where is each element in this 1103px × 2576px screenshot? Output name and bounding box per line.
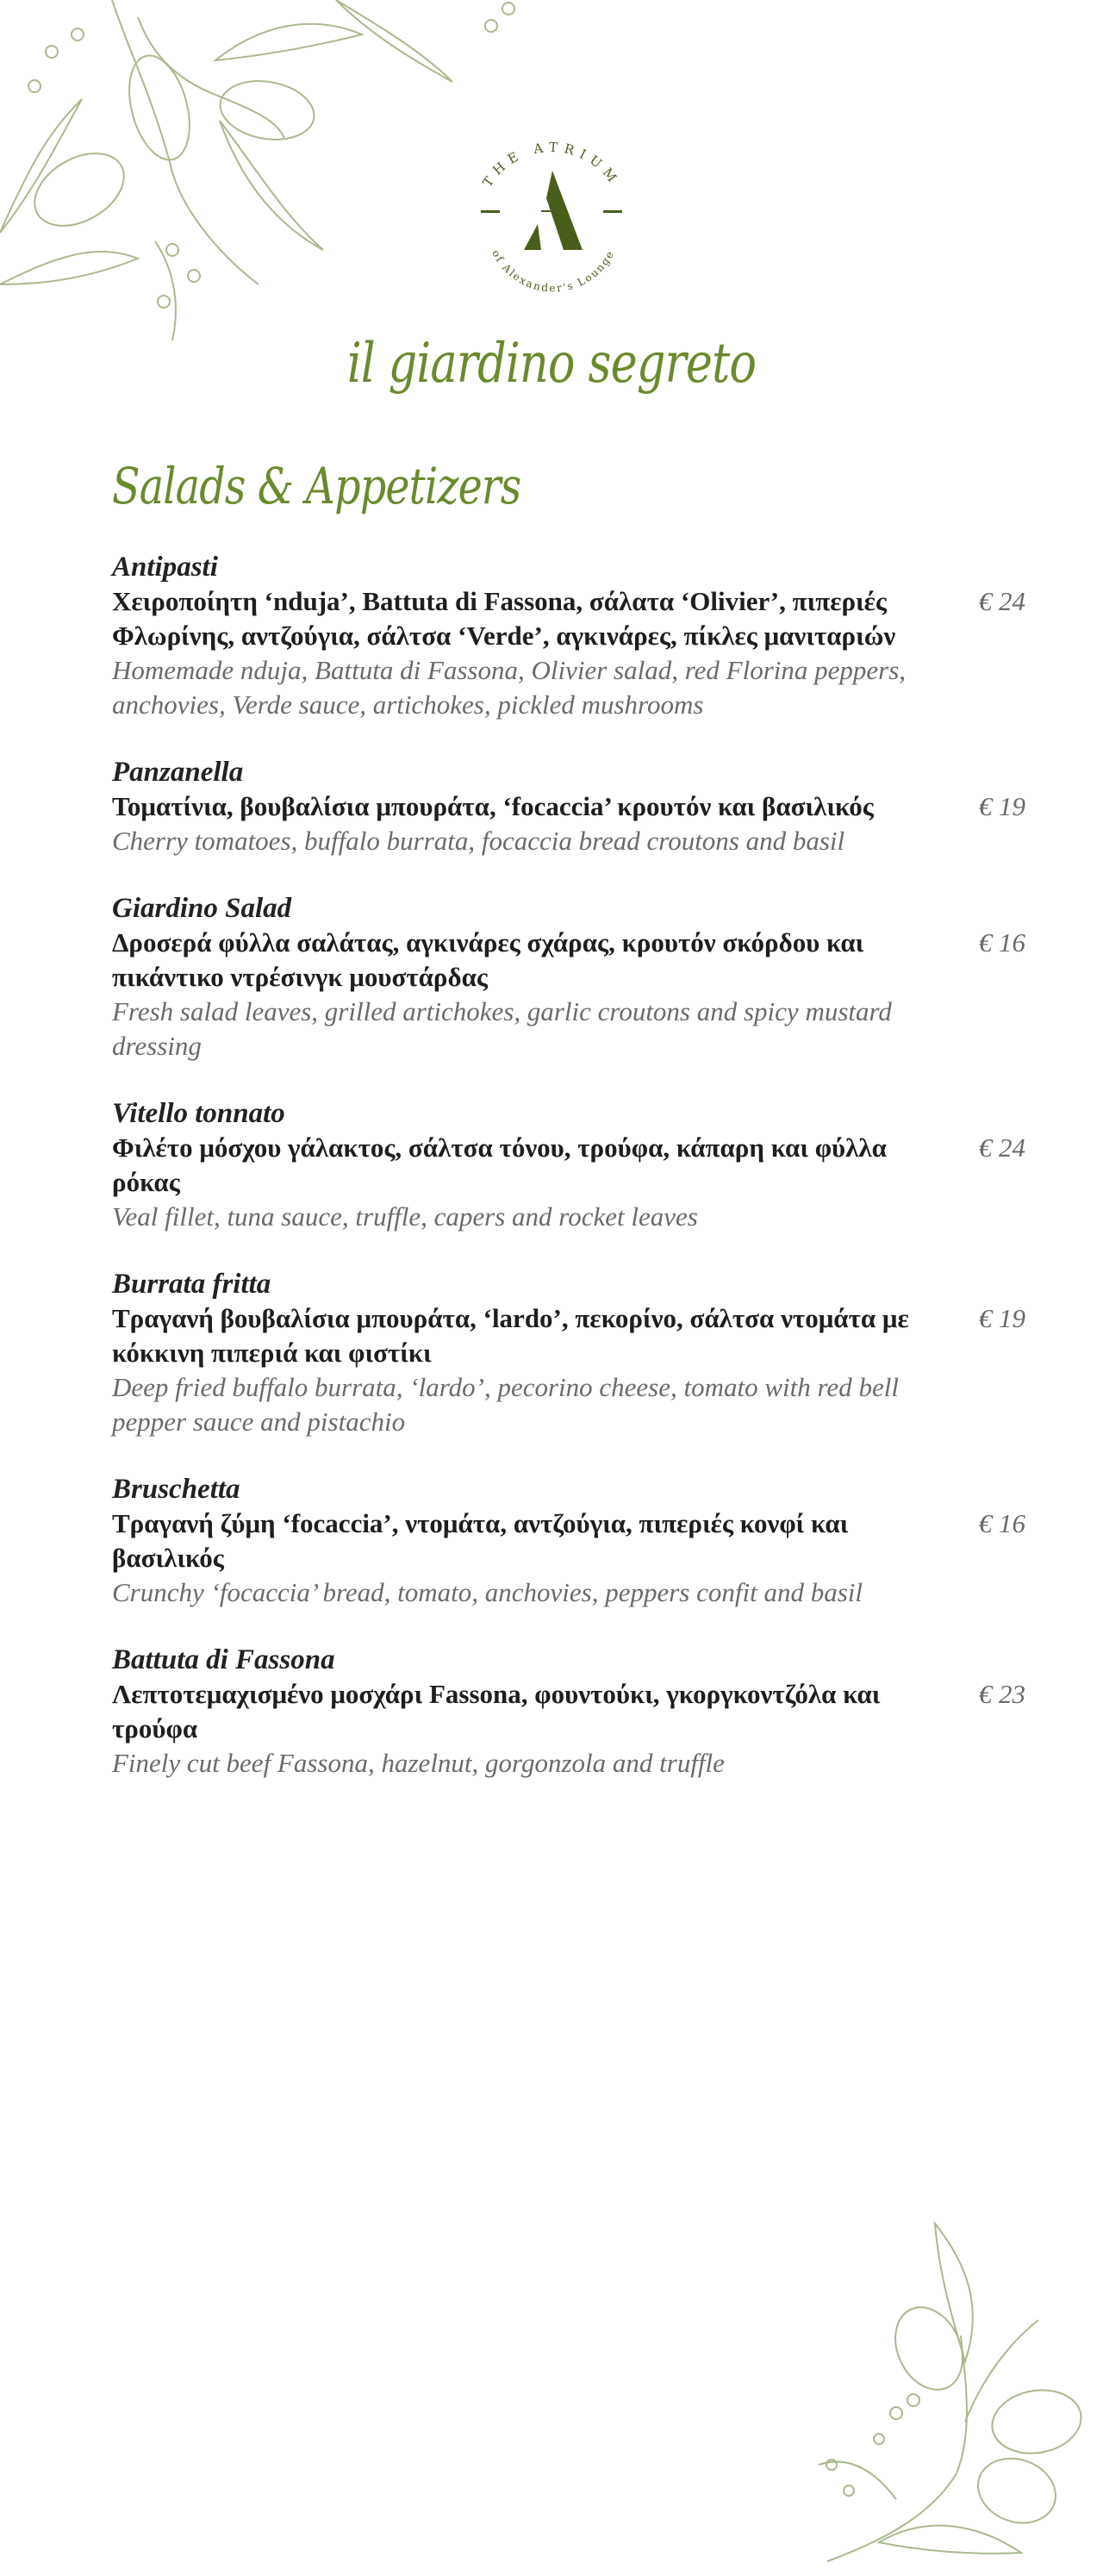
svg-text:THE ATRIUM: THE ATRIUM	[479, 139, 624, 190]
menu-item	[112, 1643, 1025, 1781]
item-description-greek: Λεπτοτεμαχισμένο μοσχάρι Fassona, φουντούκι, γκοργκοντζόλα και τρούφα	[112, 1679, 881, 1743]
item-description-greek: Τοματίνια, βουβαλίσια μπουράτα, ‘focaccia’ κρουτόν και βασιλικός	[112, 791, 874, 821]
item-description-greek: Τραγανή ζύμη ‘focaccia’, ντομάτα, αντζούγια, πιπεριές κονφί και βασιλικός	[112, 1508, 849, 1573]
item-description-english: Homemade nduja, Battuta di Fassona, Olivier salad, red Florina peppers, anchovies, Verde sauce, artichokes, pickled mushrooms	[112, 655, 907, 720]
item-description-english: Fresh salad leaves, grilled artichokes, garlic croutons and spicy mustard dressing	[112, 996, 892, 1061]
svg-text:of Alexander's Lounge: of Alexander's Lounge	[489, 247, 617, 295]
item-name: Antipasti	[112, 552, 218, 583]
item-name: Burrata fritta	[112, 1269, 271, 1300]
menu-item	[112, 550, 1025, 722]
menu-item	[112, 755, 1025, 858]
item-price: € 23	[978, 1679, 1025, 1709]
the-atrium-logo-icon	[455, 128, 648, 296]
item-price: € 19	[978, 791, 1025, 821]
item-price: € 24	[978, 1132, 1025, 1163]
item-name: Panzanella	[112, 757, 244, 788]
item-description-greek: Δροσερά φύλλα σαλάτας, αγκινάρες σχάρας, κρουτόν σκόρδου και πικάντικο ντρέσινγκ μουστάρδας	[112, 927, 864, 992]
item-description-greek: Τραγανή βουβαλίσια μπουράτα, ‘lardo’, πεκορίνο, σάλτσα ντομάτα με κόκκινη πιπεριά και φιστίκι	[112, 1303, 909, 1368]
item-description-greek: Χειροποίητη ‘nduja’, Battuta di Fassona, σάλατα ‘Olivier’, πιπεριές Φλωρίνης, αντζούγια, σάλτσα ‘Verde’, αγκινάρες, πίκλες μανιταριών	[112, 586, 896, 651]
item-price: € 24	[978, 586, 1025, 616]
item-name: Vitello tonnato	[112, 1098, 285, 1129]
menu-item	[112, 1472, 1025, 1610]
item-price: € 19	[978, 1303, 1025, 1333]
item-description-greek: Φιλέτο μόσχου γάλακτος, σάλτσα τόνου, τρούφα, κάπαρη και φύλλα ρόκας	[112, 1132, 887, 1197]
item-description-english: Crunchy ‘focaccia’ bread, tomato, anchovies, peppers confit and basil	[112, 1577, 863, 1607]
item-description-english: Veal fillet, tuna sauce, truffle, capers and rocket leaves	[112, 1201, 698, 1232]
item-name: Battuta di Fassona	[112, 1644, 335, 1675]
menu-item	[112, 1096, 1025, 1234]
item-name: Bruschetta	[112, 1474, 240, 1505]
item-description-english: Cherry tomatoes, buffalo burrata, focaccia bread croutons and basil	[112, 826, 845, 856]
menu-items-list	[112, 550, 1025, 1813]
olive-sprig-decoration-icon	[810, 2206, 1103, 2576]
section-title: Salads & Appetizers	[112, 457, 521, 515]
venue-name: il giardino segreto	[346, 332, 757, 396]
item-description-english: Deep fried buffalo burrata, ‘lardo’, pecorino cheese, tomato with red bell pepper sauce and pistachio	[112, 1372, 899, 1437]
menu-item	[112, 891, 1025, 1063]
item-price: € 16	[978, 927, 1025, 957]
menu-item	[112, 1267, 1025, 1439]
item-price: € 16	[978, 1508, 1025, 1538]
item-description-english: Finely cut beef Fassona, hazelnut, gorgonzola and truffle	[112, 1748, 725, 1778]
item-name: Giardino Salad	[112, 893, 292, 924]
